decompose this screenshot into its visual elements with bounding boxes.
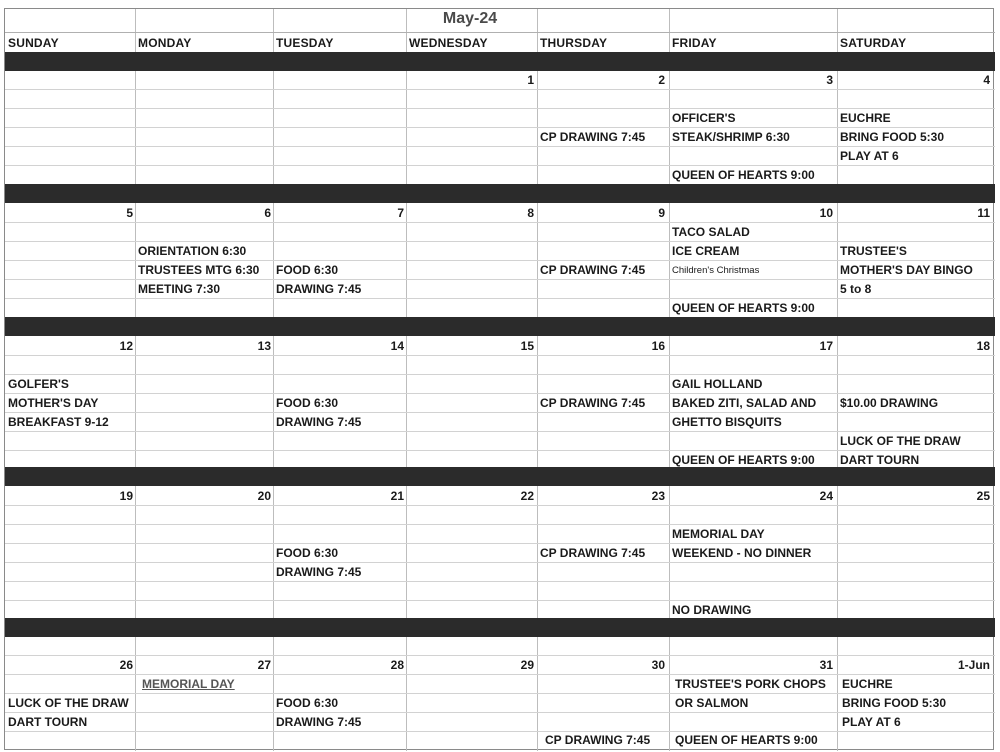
- event-text: BRING FOOD 5:30: [842, 696, 947, 710]
- event-text: ICE CREAM: [672, 244, 740, 258]
- date-number: 3: [826, 73, 833, 87]
- event-text: BREAKFAST 9-12: [8, 415, 109, 429]
- date-number: 2: [658, 73, 665, 87]
- event-text: CP DRAWING 7:45: [540, 546, 646, 560]
- date-number: 13: [257, 339, 271, 353]
- week-separator-bar: [5, 467, 995, 486]
- event-text: DRAWING 7:45: [276, 565, 362, 579]
- event-text: CP DRAWING 7:45: [545, 733, 651, 747]
- date-number: 1: [527, 73, 534, 87]
- date-number: 20: [257, 489, 271, 503]
- title-row: [5, 9, 995, 33]
- date-number: 18: [976, 339, 990, 353]
- date-number: 7: [397, 206, 404, 220]
- column-divider: [406, 9, 407, 751]
- month-title: May-24: [442, 10, 498, 27]
- event-text: TRUSTEE'S: [840, 244, 907, 258]
- date-number: 28: [390, 658, 404, 672]
- date-number: 26: [119, 658, 133, 672]
- event-text: QUEEN OF HEARTS 9:00: [675, 733, 818, 747]
- event-text: DRAWING 7:45: [276, 282, 362, 296]
- date-number: 5: [126, 206, 133, 220]
- week-separator-bar: [5, 618, 995, 637]
- date-number: 6: [264, 206, 271, 220]
- column-divider: [837, 9, 838, 751]
- date-number: 24: [819, 489, 833, 503]
- event-text: CP DRAWING 7:45: [540, 396, 646, 410]
- date-number: 14: [390, 339, 404, 353]
- date-number: 1-Jun: [957, 658, 990, 672]
- day-name-friday: FRIDAY: [672, 36, 717, 50]
- date-number: 29: [520, 658, 534, 672]
- column-divider: [669, 9, 670, 751]
- day-name-wednesday: WEDNESDAY: [409, 36, 488, 50]
- event-text: BRING FOOD 5:30: [840, 130, 945, 144]
- event-text: $10.00 DRAWING: [840, 396, 939, 410]
- event-text: FOOD 6:30: [276, 696, 339, 710]
- date-number: 11: [977, 206, 990, 220]
- day-name-sunday: SUNDAY: [8, 36, 59, 50]
- day-name-saturday: SATURDAY: [840, 36, 907, 50]
- event-text: DRAWING 7:45: [276, 415, 362, 429]
- column-divider: [537, 9, 538, 751]
- event-text: ORIENTATION 6:30: [138, 244, 247, 258]
- event-text: GAIL HOLLAND: [672, 377, 763, 391]
- event-text: MOTHER'S DAY BINGO: [840, 263, 973, 277]
- event-text: QUEEN OF HEARTS 9:00: [672, 168, 815, 182]
- date-number: 27: [257, 658, 271, 672]
- event-text: FOOD 6:30: [276, 396, 339, 410]
- event-text: PLAY AT 6: [842, 715, 901, 729]
- event-text: DART TOURN: [8, 715, 88, 729]
- date-number: 21: [390, 489, 404, 503]
- week-separator-bar: [5, 52, 995, 71]
- event-text: MOTHER'S DAY: [8, 396, 99, 410]
- date-number: 16: [651, 339, 665, 353]
- event-text: TRUSTEES MTG 6:30: [138, 263, 260, 277]
- event-text: CP DRAWING 7:45: [540, 130, 646, 144]
- event-text: FOOD 6:30: [276, 546, 339, 560]
- date-number: 25: [976, 489, 990, 503]
- event-text: EUCHRE: [840, 111, 891, 125]
- column-divider: [135, 9, 136, 751]
- event-text: 5 to 8: [840, 282, 872, 296]
- calendar-sheet: [4, 8, 994, 750]
- event-text: DART TOURN: [840, 453, 920, 467]
- event-text: CP DRAWING 7:45: [540, 263, 646, 277]
- date-number: 15: [520, 339, 534, 353]
- date-number: 31: [819, 658, 833, 672]
- event-text: WEEKEND - NO DINNER: [672, 546, 812, 560]
- date-number: 19: [119, 489, 133, 503]
- date-number: 12: [119, 339, 133, 353]
- event-text: GOLFER'S: [8, 377, 69, 391]
- column-divider: [273, 9, 274, 751]
- week-separator-bar: [5, 184, 995, 203]
- day-name-tuesday: TUESDAY: [276, 36, 334, 50]
- day-header-row: [5, 33, 995, 52]
- event-text: QUEEN OF HEARTS 9:00: [672, 301, 815, 315]
- event-text: LUCK OF THE DRAW: [840, 434, 961, 448]
- day-name-thursday: THURSDAY: [540, 36, 608, 50]
- day-name-monday: MONDAY: [138, 36, 192, 50]
- date-number: 9: [658, 206, 665, 220]
- event-text: OFFICER'S: [672, 111, 736, 125]
- event-text: GHETTO BISQUITS: [672, 415, 782, 429]
- event-text: EUCHRE: [842, 677, 893, 691]
- date-number: 8: [527, 206, 534, 220]
- event-text: TACO SALAD: [672, 225, 750, 239]
- date-number: 23: [651, 489, 665, 503]
- event-text: TRUSTEE'S PORK CHOPS: [675, 677, 826, 691]
- date-number: 4: [983, 73, 990, 87]
- event-text: Children's Christmas: [672, 265, 760, 276]
- date-number: 30: [651, 658, 665, 672]
- event-text: MEETING 7:30: [138, 282, 221, 296]
- event-text: DRAWING 7:45: [276, 715, 362, 729]
- date-number: 22: [520, 489, 534, 503]
- holiday-label: MEMORIAL DAY: [142, 677, 235, 691]
- event-text: FOOD 6:30: [276, 263, 339, 277]
- event-text: NO DRAWING: [672, 603, 752, 617]
- date-number: 17: [819, 339, 833, 353]
- event-text: PLAY AT 6: [840, 149, 899, 163]
- event-text: STEAK/SHRIMP 6:30: [672, 130, 790, 144]
- event-text: MEMORIAL DAY: [672, 527, 765, 541]
- event-text: OR SALMON: [675, 696, 749, 710]
- event-text: QUEEN OF HEARTS 9:00: [672, 453, 815, 467]
- event-text: LUCK OF THE DRAW: [8, 696, 129, 710]
- event-text: BAKED ZITI, SALAD AND: [672, 396, 817, 410]
- date-number: 10: [819, 206, 833, 220]
- week-separator-bar: [5, 317, 995, 336]
